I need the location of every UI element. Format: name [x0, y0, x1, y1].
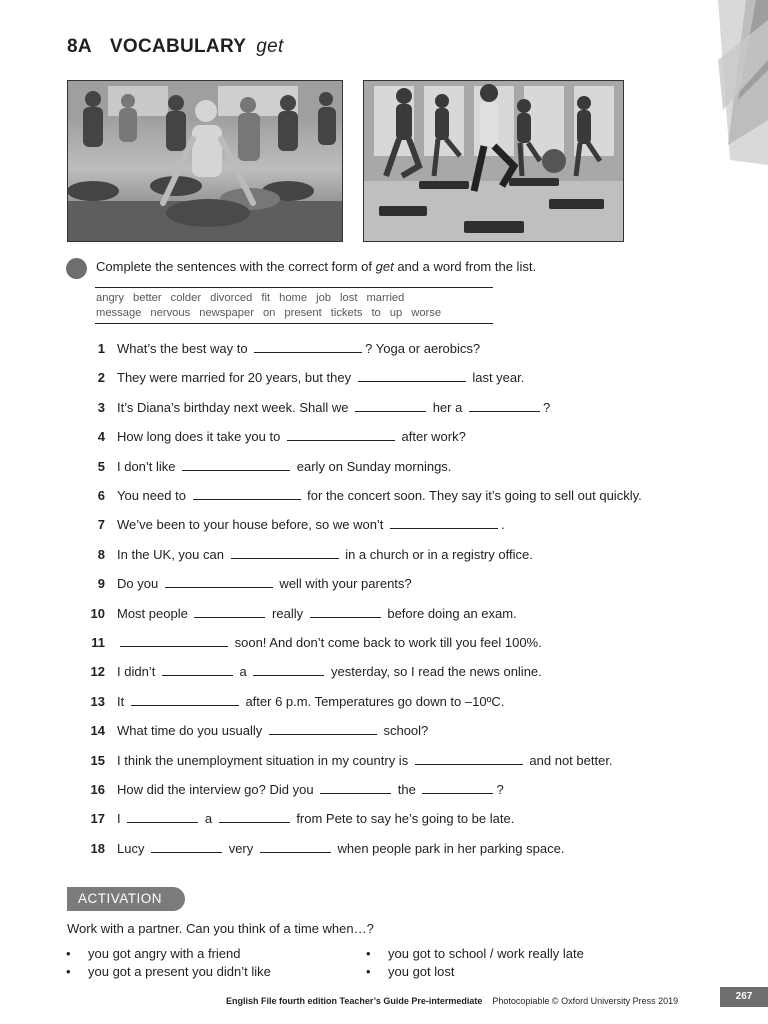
question-number: 12 — [90, 664, 105, 680]
question-text: and not better. — [525, 752, 613, 768]
question-item — [84, 459, 451, 474]
answer-blank[interactable] — [358, 371, 466, 382]
question-text: Lucy — [117, 840, 149, 856]
question-text: well with your parents? — [275, 576, 412, 592]
question-text: You need to — [117, 488, 190, 503]
answer-blank[interactable] — [127, 812, 198, 823]
question-text: How did the interview go? Did you — [117, 782, 318, 797]
answer-blank[interactable] — [131, 695, 239, 706]
question-text: very — [225, 840, 257, 856]
question-item — [84, 400, 550, 415]
answer-blank[interactable] — [165, 577, 273, 588]
question-text: ? Yoga or aerobics? — [365, 341, 481, 356]
question-number: 8 — [97, 546, 105, 562]
word-list-item: tickets — [330, 306, 363, 319]
activation-list-right — [366, 945, 584, 981]
footer — [226, 996, 678, 1006]
question-text: In the UK, you can — [117, 546, 228, 562]
answer-blank[interactable] — [469, 401, 540, 412]
question-text: ? — [496, 782, 504, 797]
question-item — [84, 753, 613, 768]
question-text: How long does it take you to — [117, 429, 284, 445]
corner-decoration — [718, 0, 768, 165]
footer-book-title: English File fourth edition Teacher’s Guide Pre-intermediate — [226, 996, 483, 1006]
question-number: 2 — [97, 370, 105, 386]
answer-blank[interactable] — [415, 754, 523, 765]
answer-blank[interactable] — [231, 548, 339, 559]
word-list-item: newspaper — [199, 306, 254, 319]
question-item — [84, 488, 642, 503]
bullet-icon: • — [366, 964, 371, 979]
answer-blank[interactable] — [269, 724, 377, 735]
question-number: 13 — [90, 693, 105, 709]
word-list-item: lost — [340, 292, 358, 304]
word-list-row-2 — [96, 306, 493, 321]
question-text: soon! And don’t come back to work till you feel 100%. — [231, 635, 542, 650]
question-number: 14 — [90, 723, 105, 739]
question-number: 6 — [97, 488, 105, 503]
word-list-item: message — [96, 306, 142, 319]
question-item — [84, 664, 542, 679]
answer-blank[interactable] — [260, 842, 331, 853]
answer-blank[interactable] — [254, 342, 362, 353]
answer-blank[interactable] — [310, 607, 381, 618]
question-item — [84, 635, 542, 650]
answer-blank[interactable] — [194, 607, 265, 618]
answer-blank[interactable] — [151, 842, 222, 853]
answer-blank[interactable] — [120, 636, 228, 647]
question-text: I — [117, 811, 125, 827]
question-text: the — [394, 782, 420, 797]
question-text: before doing an exam. — [383, 605, 517, 621]
bullet-icon: • — [66, 946, 71, 961]
question-text: a — [235, 664, 251, 680]
activation-item-text: you got to school / work really late — [388, 946, 584, 961]
question-text: I don’t like — [117, 458, 180, 474]
activation-item — [66, 945, 271, 963]
question-number: 18 — [90, 840, 105, 856]
activation-item-text: you got angry with a friend — [88, 946, 241, 961]
yoga-class-photo — [67, 80, 343, 242]
activation-item — [366, 945, 584, 963]
word-list-item: nervous — [150, 306, 191, 319]
question-item — [84, 370, 524, 385]
question-text: It — [117, 693, 128, 709]
question-text: from Pete to say he’s going to be late. — [292, 811, 515, 827]
exercise-instruction — [96, 259, 536, 274]
word-list-item: married — [366, 292, 405, 304]
question-item — [84, 547, 533, 562]
exercise-bullet — [66, 258, 87, 279]
page-number: 267 — [720, 987, 768, 1007]
question-number: 5 — [97, 458, 105, 474]
question-text: What’s the best way to — [117, 341, 252, 356]
answer-blank[interactable] — [162, 665, 233, 676]
answer-blank[interactable] — [287, 430, 395, 441]
word-list-item: up — [389, 306, 403, 319]
question-text: ? — [542, 399, 551, 415]
instruction-emphasis: get — [375, 259, 394, 274]
question-number: 4 — [97, 429, 105, 445]
question-text: after 6 p.m. Temperatures go down to –10ºC. — [241, 693, 505, 709]
question-text: . — [501, 517, 505, 533]
answer-blank[interactable] — [253, 665, 324, 676]
activation-item — [366, 963, 584, 981]
question-item — [84, 723, 428, 738]
question-text: her a — [429, 399, 466, 415]
word-list-item: divorced — [210, 292, 253, 304]
question-text: really — [268, 605, 307, 621]
word-list-item: to — [371, 306, 381, 319]
answer-blank[interactable] — [355, 401, 426, 412]
instruction-text-before: Complete the sentences with the correct form of — [96, 259, 376, 274]
bullet-icon: • — [366, 946, 371, 961]
question-item — [84, 606, 517, 621]
question-text: early on Sunday mornings. — [293, 458, 452, 474]
word-list-item: fit — [261, 292, 271, 304]
answer-blank[interactable] — [182, 460, 290, 471]
question-item — [84, 841, 564, 856]
word-list-item: better — [133, 292, 162, 304]
answer-blank[interactable] — [219, 812, 290, 823]
question-text: school? — [379, 723, 429, 739]
question-number: 10 — [90, 605, 105, 621]
word-list-row-1 — [96, 291, 493, 306]
word-list-item: colder — [170, 292, 202, 304]
question-text: What time do you usually — [117, 723, 266, 739]
section-title: VOCABULARY — [109, 36, 247, 57]
question-text: They were married for 20 years, but they — [117, 370, 355, 386]
answer-blank[interactable] — [422, 783, 493, 794]
question-number: 3 — [97, 399, 105, 415]
answer-blank[interactable] — [193, 489, 301, 500]
question-number: 9 — [97, 576, 105, 592]
question-item — [84, 517, 505, 532]
activation-item-text: you got a present you didn’t like — [88, 964, 271, 979]
question-text: in a church or in a registry office. — [341, 546, 533, 562]
question-number: 1 — [97, 341, 105, 356]
answer-blank[interactable] — [390, 518, 498, 529]
vocabulary-word: get — [256, 36, 284, 57]
activation-item — [66, 963, 271, 981]
activation-prompt: Work with a partner. Can you think of a time when…? — [67, 921, 374, 936]
question-text: yesterday, so I read the news online. — [327, 664, 542, 680]
word-list-item: present — [284, 306, 322, 319]
word-list-box — [95, 287, 493, 324]
question-text: Do you — [117, 576, 162, 592]
question-number: 11 — [91, 635, 105, 650]
question-number: 7 — [97, 517, 105, 533]
footer-copyright: Photocopiable © Oxford University Press 2019 — [492, 996, 679, 1006]
activation-label: ACTIVATION — [67, 887, 185, 911]
question-item — [84, 576, 412, 591]
question-text: a — [201, 811, 216, 827]
activation-item-text: you got lost — [388, 964, 455, 979]
instruction-text-after: and a word from the list. — [393, 259, 537, 274]
question-item — [84, 694, 504, 709]
question-text: for the concert soon. They say it’s going to sell out quickly. — [303, 488, 642, 503]
activation-list-left — [66, 945, 271, 981]
page-title — [67, 36, 284, 58]
word-list-item: on — [262, 306, 276, 319]
question-item — [84, 429, 466, 444]
unit-code: 8A — [67, 36, 92, 57]
question-text: when people park in her parking space. — [333, 840, 565, 856]
question-text: I didn’t — [117, 664, 159, 680]
question-text: after work? — [397, 429, 466, 445]
question-number: 17 — [90, 811, 105, 827]
word-list-item: job — [316, 292, 332, 304]
bullet-icon: • — [66, 964, 71, 979]
question-text: We’ve been to your house before, so we won’t — [117, 517, 388, 533]
question-item — [84, 811, 514, 826]
question-text: last year. — [468, 370, 525, 386]
answer-blank[interactable] — [320, 783, 391, 794]
question-number: 15 — [90, 752, 105, 768]
question-item — [84, 341, 480, 356]
word-list-item: angry — [96, 292, 124, 304]
question-text: It’s Diana’s birthday next week. Shall we — [117, 399, 353, 415]
step-aerobics-photo — [363, 80, 624, 242]
word-list-item: worse — [411, 306, 442, 319]
word-list-item: home — [279, 292, 308, 304]
question-item — [84, 782, 504, 797]
question-text: I think the unemployment situation in my country is — [117, 752, 412, 768]
question-text: Most people — [117, 605, 192, 621]
question-number: 16 — [90, 782, 105, 797]
